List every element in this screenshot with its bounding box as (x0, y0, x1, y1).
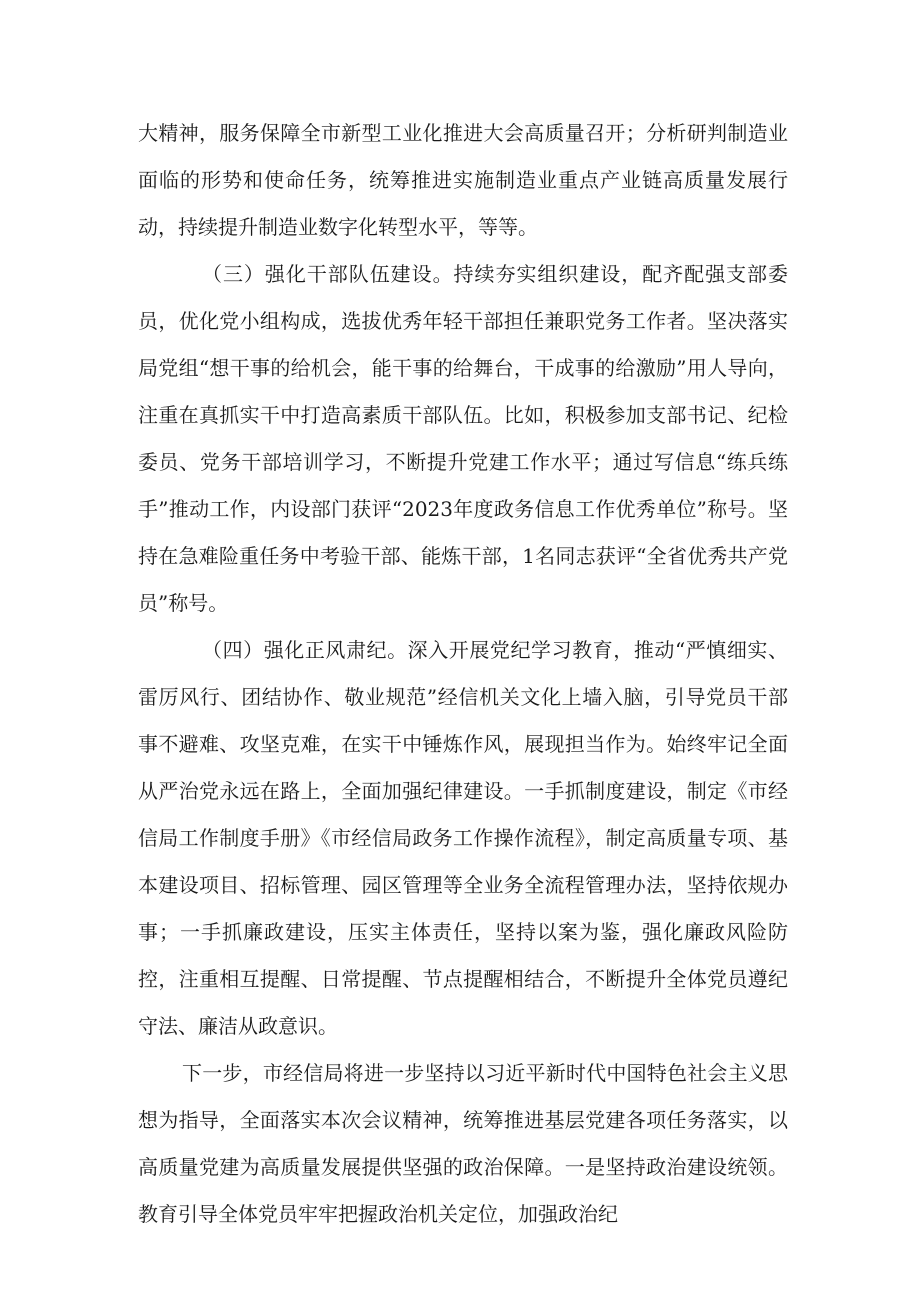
paragraph-next-steps: 下一步，市经信局将进一步坚持以习近平新时代中国特色社会主义思想为指导，全面落实本次会议精神，统筹推进基层党建各项任务落实，以高质量党建为高质量发展提供坚强的政治保障。一是坚持政治建设统领。教育引导全体党员牢牢把握政治机关定位，加强政治纪 (138, 1061, 788, 1226)
paragraph-continuation: 大精神，服务保障全市新型工业化推进大会高质量召开；分析研判制造业面临的形势和使命任务，统筹推进实施制造业重点产业链高质量发展行动，持续提升制造业数字化转型水平，等等。 (138, 121, 788, 239)
paragraph-section-three: （三）强化干部队伍建设。持续夯实组织建设，配齐配强支部委员，优化党小组构成，选拔优秀年轻干部担任兼职党务工作者。坚决落实局党组“想干事的给机会，能干事的给舞台，干成事的给激励”用人导向，注重在真抓实干中打造高素质干部队伍。比如，积极参加支部书记、纪检委员、党务干部培训学习，不断提升党建工作水平；通过写信息“练兵练手”推动工作，内设部门获评“2023年度政务信息工作优秀单位”称号。坚持在急难险重任务中考验干部、能炼干部，1名同志获评“全省优秀共产党员”称号。 (138, 262, 788, 615)
paragraph-section-four: （四）强化正风肃纪。深入开展党纪学习教育，推动“严慎细实、雷厉风行、团结协作、敬业规范”经信机关文化上墙入脑，引导党员干部事不避难、攻坚克难，在实干中锤炼作风，展现担当作为。始终牢记全面从严治党永远在路上，全面加强纪律建设。一手抓制度建设，制定《市经信局工作制度手册》《市经信局政务工作操作流程》，制定高质量专项、基本建设项目、招标管理、园区管理等全业务全流程管理办法，坚持依规办事；一手抓廉政建设，压实主体责任，坚持以案为鉴，强化廉政风险防控，注重相互提醒、日常提醒、节点提醒相结合，不断提升全体党员遵纪守法、廉洁从政意识。 (138, 638, 788, 1038)
document-body (138, 110, 788, 1238)
